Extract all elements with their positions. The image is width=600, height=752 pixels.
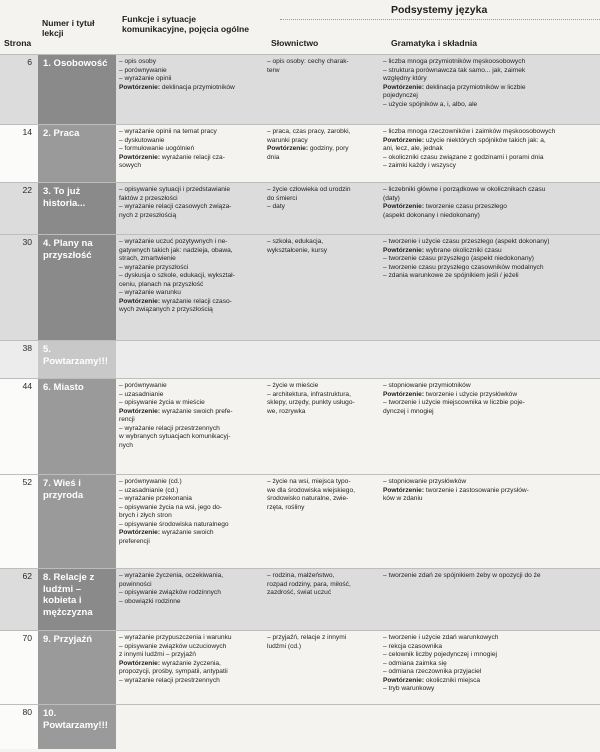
func-line: strach, zmartwienie [119, 255, 176, 262]
vocab-line: zazdrość, świat uczuć [267, 589, 332, 596]
page-number-text: 30 [22, 237, 32, 247]
gram-line: – liczba mnoga rzeczowników i zaimków męskoosobowych [383, 128, 556, 135]
vocab-line: dnia [267, 153, 280, 161]
page-number-text: 62 [22, 571, 32, 581]
func-line: – dyskusja o szkole, edukacji, wykształ- [119, 272, 235, 279]
vocab-line: rozpad rodziny, para, miłość, [267, 580, 351, 588]
functions-cell [116, 341, 264, 379]
grammar-cell [380, 379, 600, 475]
gram-line: – odmiana rzeczownika przyjaciel [383, 668, 482, 675]
func-line: – wyrażanie opinii [119, 75, 172, 82]
gram-line: – tworzenie i użycie miejscownika w liczbie poje- [383, 399, 525, 406]
gram-line: – tworzenie zdań ze spójnikiem żeby w opozycji do że [383, 572, 541, 579]
page-number-text: 44 [22, 381, 32, 391]
gram-line: (daty) [383, 194, 400, 202]
func-line: – wyrażanie relacji czasowych związa- [119, 203, 232, 210]
lesson-row [0, 183, 600, 235]
vocab-line: rzęta, rośliny [267, 503, 305, 511]
lesson-row [0, 475, 600, 569]
func-line: – wyrażanie relacji przestrzennych [119, 676, 220, 684]
lesson-row [0, 631, 600, 705]
func-line: powinności [119, 580, 152, 588]
vocab-line: – przyjaźń, relacje z innymi [267, 634, 347, 641]
header-subsystems: Podsystemy języka [391, 4, 488, 16]
vocabulary-cell [264, 341, 380, 379]
functions-cell [116, 569, 264, 631]
vocab-line: – opis osoby: cechy charak- [267, 58, 349, 65]
grammar-cell [380, 569, 600, 631]
func-line: w wybranych sytuacjach komunikacyj- [119, 433, 231, 440]
func-line: – porównywanie [119, 382, 167, 389]
page-number-text: 22 [22, 185, 32, 195]
gram-line: – tworzenie czasu przyszłego czasowników modalnych [383, 263, 544, 271]
func-line: propozycji, prośby, sympatii, antypatii [119, 668, 228, 675]
lesson-title [38, 475, 116, 569]
func-line: Powtórzenie: wyrażanie relacji czaso- [119, 297, 232, 305]
lesson-title [38, 631, 116, 705]
vocab-line: Powtórzenie: godziny, pory [267, 145, 349, 152]
func-line: rencji [119, 416, 135, 423]
func-line: – obowiązki rodzinne [119, 597, 181, 605]
lesson-title [38, 55, 116, 125]
func-line: – opisywanie życia w mieście [119, 399, 205, 406]
grammar-cell [380, 705, 600, 749]
lesson-title [38, 569, 116, 631]
gram-line: Powtórzenie: tworzenie czasu przeszłego [383, 203, 507, 210]
func-line: ceniu, planach na przyszłość [119, 280, 204, 288]
grammar-cell [380, 475, 600, 569]
gram-line: względny który [383, 75, 427, 82]
gram-line: Powtórzenie: tworzenie i użycie przysłówków [383, 390, 518, 398]
header-page-col: Strona [4, 38, 32, 48]
vocab-line: – życie człowieka od urodzin [267, 186, 351, 193]
lesson-page-number [0, 235, 38, 341]
grammar-cell [380, 631, 600, 705]
lesson-page-number [0, 341, 38, 379]
page-number-text: 14 [22, 127, 32, 137]
functions-cell [116, 55, 264, 125]
gram-line: – tworzenie i użycie czasu przeszłego (aspekt dokonany) [383, 238, 550, 245]
gram-line: – odmiana zaimka się [383, 659, 447, 667]
page-number-text: 38 [22, 343, 32, 353]
lesson-row [0, 569, 600, 631]
vocab-line: – architektura, infrastruktura, [267, 390, 351, 398]
lesson-page-number [0, 705, 38, 749]
gram-line: – tryb warunkowy [383, 685, 435, 692]
vocab-line: – życie na wsi, miejsca typo- [267, 478, 351, 485]
lesson-title-text: 1. Osobowość [43, 58, 108, 69]
func-line: – uzasadnianie (cd.) [119, 486, 179, 494]
vocabulary-cell [264, 125, 380, 183]
vocabulary-cell [264, 379, 380, 475]
page-number-text: 52 [22, 477, 32, 487]
lesson-row [0, 55, 600, 125]
lessons-table [0, 54, 600, 749]
vocab-line: – praca, czas pracy, zarobki, [267, 128, 351, 135]
vocab-line: we dla środowiska wiejskiego, [267, 486, 355, 494]
lesson-row [0, 235, 600, 341]
lesson-title-text: 3. To już historia... [43, 186, 86, 209]
gram-line: – liczebniki główne i porządkowe w okolicznikach czasu [383, 186, 546, 193]
func-line: – uzasadnianie [119, 390, 164, 398]
vocabulary-cell [264, 55, 380, 125]
lesson-row [0, 125, 600, 183]
func-line: – wyrażanie przypuszczenia i warunku [119, 634, 232, 641]
page-number-text: 80 [22, 707, 32, 717]
lesson-page-number [0, 475, 38, 569]
gram-line: Powtórzenie: okoliczniki miejsca [383, 676, 481, 684]
func-line: faktów z przeszłości [119, 194, 178, 202]
vocab-line: – życie w mieście [267, 382, 319, 389]
func-line: gatywnych takich jak: nadzieja, obawa, [119, 246, 233, 254]
gram-line: – stopniowanie przymiotników [383, 382, 471, 389]
lesson-title [38, 183, 116, 235]
vocab-line: – daty [267, 203, 285, 210]
page-number-text: 6 [27, 57, 32, 67]
func-line: nych [119, 441, 133, 449]
func-line: Powtórzenie: wyrażanie życzenia, [119, 659, 221, 667]
lesson-page-number [0, 183, 38, 235]
vocab-line: środowisko naturalne, zwie- [267, 495, 349, 502]
func-line: – opisywanie życia na wsi, jego do- [119, 503, 222, 511]
gram-line: – tworzenie czasu przyszłego (aspekt niedokonany) [383, 255, 535, 262]
header-lesson-col: Numer i tytuł lekcji [42, 18, 95, 38]
func-line: – wyrażanie opinii na temat pracy [119, 128, 217, 135]
vocabulary-cell [264, 235, 380, 341]
lesson-page-number [0, 55, 38, 125]
func-line: Powtórzenie: deklinacja przymiotników [119, 83, 235, 91]
lesson-title [38, 705, 116, 749]
func-line: – opisywanie środowiska naturalnego [119, 520, 229, 528]
gram-line: – celownik liczby pojedynczej i mnogiej [383, 651, 497, 658]
lesson-title-text: 5. Powtarzamy!!! [43, 344, 108, 367]
func-line: nych z przeszłością [119, 211, 177, 219]
functions-cell [116, 705, 264, 749]
functions-cell [116, 379, 264, 475]
page-number-text: 70 [22, 633, 32, 643]
gram-line: ani, lecz, ale, jednak [383, 145, 443, 152]
gram-line: – zdania warunkowe ze spójnikiem jeśli / jeżeli [383, 272, 519, 279]
vocab-line: warunki pracy [267, 136, 308, 144]
func-line: – wyrażanie przekonania [119, 495, 192, 502]
func-line: – wyrażanie relacji przestrzennych [119, 424, 220, 432]
lesson-title [38, 235, 116, 341]
header-functions-col: Funkcje i sytuacje komunikacyjne, pojęcia ogólne [122, 14, 250, 34]
lesson-title-text: 6. Miasto [43, 382, 84, 393]
lesson-title-text: 8. Relacje z ludźmi – kobieta i mężczyzna [43, 572, 95, 618]
lesson-page-number [0, 379, 38, 475]
grammar-cell [380, 55, 600, 125]
vocab-line: sklepy, urzędy, punkty usługo- [267, 399, 355, 406]
lesson-title-text: 10. Powtarzamy!!! [43, 708, 108, 731]
gram-line: – zaimki każdy i wszyscy [383, 162, 456, 169]
lesson-row [0, 379, 600, 475]
func-line: – opisywanie związków rodzinnych [119, 589, 221, 596]
gram-line: – rekcja czasownika [383, 642, 443, 650]
func-line: wych związanych z przyszłością [119, 306, 213, 313]
lesson-row [0, 341, 600, 379]
vocab-line: terw [267, 66, 280, 74]
lessons-table-body [0, 55, 600, 749]
func-line: Powtórzenie: wyrażanie relacji cza- [119, 153, 225, 161]
vocabulary-cell [264, 569, 380, 631]
func-line: – opisywanie związków uczuciowych [119, 642, 227, 650]
vocab-line: – rodzina, małżeństwo, [267, 572, 335, 579]
gram-line: – użycie spójników a, i, albo, ale [383, 100, 478, 108]
gram-line: pojedynczej [383, 92, 418, 99]
lesson-page-number [0, 631, 38, 705]
gram-line: – struktura porównawcza tak samo... jak, zaimek [383, 66, 526, 74]
vocab-line: we, rozrywka [267, 407, 306, 415]
gram-line: dynczej i mnogiej [383, 407, 434, 415]
func-line: Powtórzenie: wyrażanie swoich prefe- [119, 407, 233, 415]
vocabulary-cell [264, 183, 380, 235]
func-line: – porównywanie [119, 66, 167, 74]
func-line: – opisywanie sytuacji i przedstawianie [119, 186, 231, 193]
lesson-page-number [0, 125, 38, 183]
func-line: – wyrażanie przyszłości [119, 263, 189, 271]
func-line: – wyrażanie warunku [119, 289, 181, 296]
func-line: – dyskutowanie [119, 136, 165, 144]
vocab-line: do śmierci [267, 194, 298, 202]
func-line: – wyrażanie życzenia, oczekiwania, [119, 572, 224, 579]
lesson-title [38, 379, 116, 475]
gram-line: Powtórzenie: użycie niektórych spójników takich jak: a, [383, 136, 546, 144]
vocabulary-cell [264, 631, 380, 705]
gram-line: Powtórzenie: tworzenie i zastosowanie przysłów- [383, 486, 529, 494]
lesson-title-text: 9. Przyjaźń [43, 634, 93, 645]
gram-line: – stopniowanie przysłówków [383, 478, 467, 485]
functions-cell [116, 125, 264, 183]
header-grammar-col: Gramatyka i składnia [391, 38, 477, 48]
func-line: preferencji [119, 537, 150, 545]
func-line: – wyrażanie uczuć pozytywnych i ne- [119, 238, 228, 245]
lesson-title [38, 125, 116, 183]
func-line: – formułowanie uogólnień [119, 145, 195, 152]
lesson-title-text: 2. Praca [43, 128, 80, 139]
vocab-line: wykształcenie, kursy [267, 246, 328, 254]
func-line: sowych [119, 162, 141, 169]
lesson-row [0, 705, 600, 749]
vocabulary-cell [264, 705, 380, 749]
grammar-cell [380, 125, 600, 183]
lesson-page-number [0, 569, 38, 631]
functions-cell [116, 631, 264, 705]
grammar-cell [380, 183, 600, 235]
grammar-cell [380, 341, 600, 379]
func-line: Powtórzenie: wyrażanie swoich [119, 529, 214, 536]
functions-cell [116, 235, 264, 341]
func-line: brych i złych stron [119, 512, 172, 519]
func-line: z innymi ludźmi – przyjaźń [119, 651, 196, 658]
lesson-title [38, 341, 116, 379]
gram-line: – tworzenie i użycie zdań warunkowych [383, 634, 499, 641]
gram-line: – okoliczniki czasu związane z godzinami i porami dnia [383, 153, 544, 161]
gram-line: ków w zdaniu [383, 495, 423, 502]
func-line: – porównywanie (cd.) [119, 478, 182, 485]
gram-line: (aspekt dokonany i niedokonany) [383, 211, 480, 219]
vocab-line: – szkoła, edukacja, [267, 238, 324, 245]
header-vocabulary-col: Słownictwo [271, 38, 319, 48]
header-dotted-rule [280, 19, 600, 20]
gram-line: – liczba mnoga przymiotników męskoosobowych [383, 58, 526, 65]
grammar-cell [380, 235, 600, 341]
vocab-line: ludźmi (cd.) [267, 642, 302, 650]
lesson-title-text: 7. Wieś i przyroda [43, 478, 84, 501]
functions-cell [116, 475, 264, 569]
vocabulary-cell [264, 475, 380, 569]
gram-line: Powtórzenie: deklinacja przymiotników w liczbie [383, 83, 526, 91]
functions-cell [116, 183, 264, 235]
lesson-title-text: 4. Plany na przyszłość [43, 238, 93, 261]
gram-line: Powtórzenie: wybrane okoliczniki czasu [383, 246, 502, 254]
func-line: – opis osoby [119, 58, 157, 65]
